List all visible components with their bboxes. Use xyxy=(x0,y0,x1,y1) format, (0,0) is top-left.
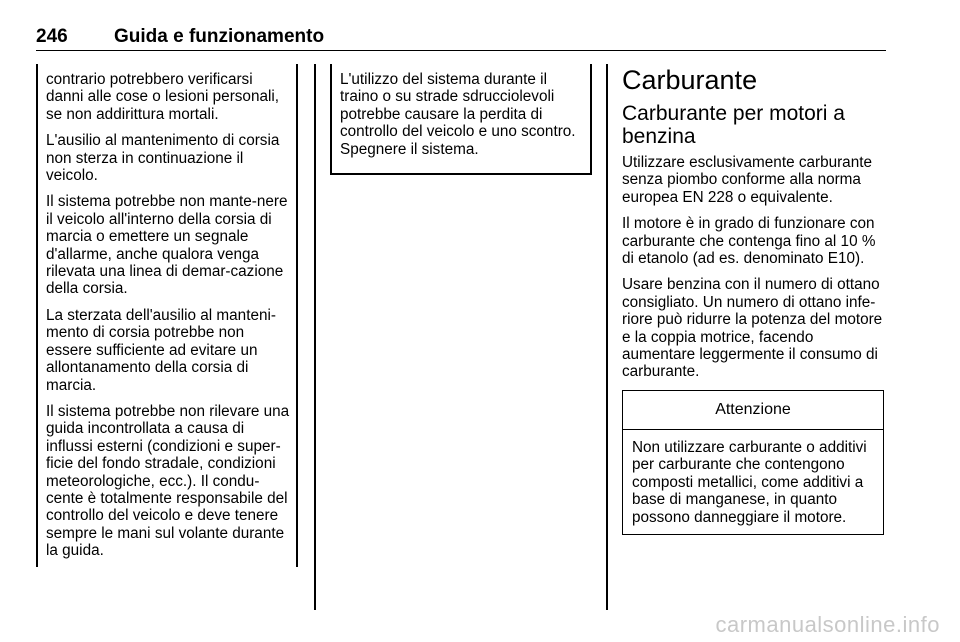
col2-box-bottom-rule xyxy=(330,173,592,175)
paragraph: Usare benzina con il numero di ottano consigliato. Un numero di ottano infe-riore può ridurre la potenza del motore e la coppia motrice, facendo aumentare leggermente il consumo di carburante. xyxy=(622,276,883,381)
column-3 xyxy=(622,64,886,390)
paragraph: L'ausilio al mantenimento di corsia non sterza in continuazione il veicolo. xyxy=(46,132,280,185)
column-divider-2 xyxy=(606,64,608,610)
page-number: 246 xyxy=(36,26,68,47)
paragraph: Il sistema potrebbe non mante-nere il veicolo all'interno della corsia di marcia o emettere un segnale d'allarme, anche qualora venga rilevata una linea di demar-cazione della corsia. xyxy=(46,193,288,298)
col1-right-rule xyxy=(296,64,298,567)
paragraph: La sterzata dell'ausilio al manteni-mento di corsia potrebbe non essere sufficiente ad evitare un allontanamento della corsia di marcia. xyxy=(46,306,276,394)
column-2 xyxy=(340,71,588,167)
paragraph: Utilizzare esclusivamente carburante senza piombo conforme alla norma europea EN 228 o equivalente. xyxy=(622,154,872,206)
col2-right-rule xyxy=(590,64,592,174)
paragraph: contrario potrebbero verificarsi danni alle cose o lesioni personali, se non addirittura mortali. xyxy=(46,71,280,123)
paragraph: Il motore è in grado di funzionare con carburante che contenga fino al 10 % di etanolo (ad es. denominato E10). xyxy=(622,215,876,268)
col2-left-rule xyxy=(330,64,332,174)
col1-left-rule xyxy=(36,64,38,567)
attention-body: Non utilizzare carburante o additivi per carburante che contengono composti metallici, come additivi a base di manganese, in quanto possono danneggiare il motore. xyxy=(632,439,867,526)
watermark: carmanualsonline.info xyxy=(715,612,940,637)
attention-box xyxy=(622,390,884,535)
column-divider-1 xyxy=(314,64,316,610)
attention-title: Attenzione xyxy=(623,391,883,430)
running-title: Guida e funzionamento xyxy=(114,26,325,47)
paragraph: Il sistema potrebbe non rilevare una guida incontrollata a causa di influssi esterni (condizioni e super-ficie del fondo stradale, condizioni meteorologiche, ecc.). Il condu-cente è totalmente responsabile del controllo del veicolo e deve tenere sempre le mani sul volante durante la guida. xyxy=(46,402,290,560)
section-heading: Carburante xyxy=(622,65,758,95)
paragraph: L'utilizzo del sistema durante il traino o su strade sdrucciolevoli potrebbe causare la perdita di controllo del veicolo e uno scontro. Spegnere il sistema. xyxy=(340,71,576,158)
page-header xyxy=(36,26,886,51)
subsection-heading: Carburante per motori a benzina xyxy=(622,102,845,148)
column-1 xyxy=(46,71,290,569)
